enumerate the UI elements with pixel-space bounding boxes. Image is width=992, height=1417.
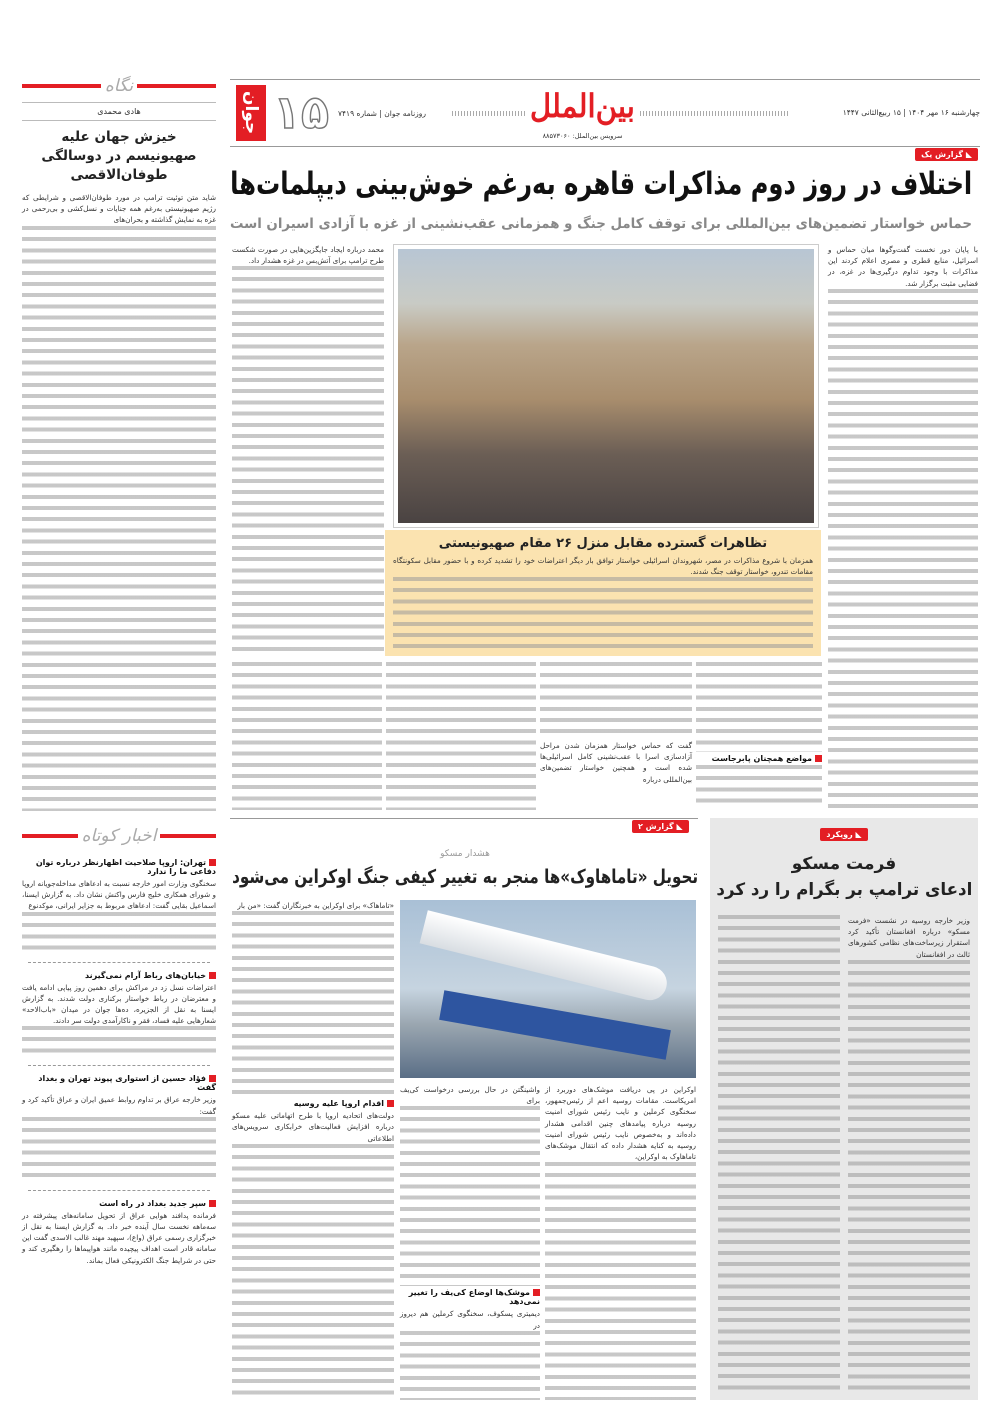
opinion-headline: خیزش جهان علیه صهیونیسم در دوسالگی طوفان‌الاقصی [41, 129, 197, 183]
article-column [232, 900, 394, 1400]
news-title: خیابان‌های رباط آرام نمی‌گیرند [22, 971, 216, 980]
section-label [820, 828, 867, 841]
news-text: وزیر خارجه عراق بر تداوم روابط عمیق ایران و عراق تأکید کرد و گفت: [22, 1095, 216, 1116]
news-text: فرمانده پدافند هوایی عراق از تحویل سامانه‌های پیشرفته در سه‌ماهه نخست سال آینده خبر داد. به گزارش ایسنا به نقل از خبرگزاری رسمی عراق (واع)، سپهبد مهند غالب الاسدی گفت این سامانه قادر است اهداف پیچیده مانند هواپیماها را رهگیری کند و حتی در شرایط جنگ الکترونیکی فعال بماند. [22, 1210, 216, 1265]
news-text: سخنگوی وزارت امور خارجه نسبت به ادعاهای مداخله‌جویانه اروپا و شورای همکاری خلیج فارس واکنش نشان داد. به گزارش ایسنا، اسماعیل بقایی گفت: ادعاهای مربوط به جزایر ایرانی، موکدنوع [22, 879, 216, 911]
article-text: «تاماهاک» برای اوکراین به خبرنگاران گفت: «من بار [237, 901, 394, 910]
opinion-section-title: نگاه [104, 76, 134, 96]
news-item [22, 856, 216, 956]
short-news-list [22, 856, 216, 1396]
main-subhead: حماس خواستار تضمین‌های بین‌المللی برای توقف کامل جنگ و همزمانی عقب‌نشینی از غزه با آزادی اسیران است [230, 216, 972, 232]
check-icon: ◣ [852, 830, 862, 839]
main-headline: اختلاف در روز دوم مذاکرات قاهره به‌رغم خوش‌بینی دیپلمات‌ها [230, 166, 972, 202]
check-icon: ◣ [673, 822, 683, 831]
article-column [400, 1084, 540, 1400]
short-news-title: اخبار کوتاه [81, 826, 157, 846]
missile-photo [400, 900, 696, 1078]
article-column [540, 662, 692, 810]
news-item [22, 969, 216, 1060]
article-column [696, 662, 822, 810]
section-logo: بین‌الملل [530, 87, 635, 125]
label-text: رویکرد [826, 830, 853, 839]
article-column [545, 1084, 696, 1400]
highlight-box [385, 530, 821, 656]
article-text: دولت‌های اتحادیه اروپا با طرح اتهاماتی علیه مسکو درباره افزایش فعالیت‌های خرابکاری سرویس‌های اطلاعاتی [232, 1111, 394, 1143]
opinion-text: شاید متن توئیت ترامپ در مورد طوفان‌الاقصی و شرایطی که رژیم صهیونیستی به‌رغم همه جنایات و نسل‌کشی و بی‌رحمی در غزه به نمایش گذاشته و بحران‌های [22, 193, 216, 225]
divider [137, 84, 216, 88]
section-label [632, 820, 689, 833]
subsection-title: اقدام اروپا علیه روسیه [232, 1099, 394, 1108]
article-text: گفت که حماس خواستار همزمان شدن مراحل آزادسازی اسرا با عقب‌نشینی کامل اسرائیلی‌ها شده است و همچنین خواستار تضمین‌های بین‌المللی درباره [540, 741, 692, 784]
news-text: اعتراضات نسل زد در مراکش برای دهمین روز پیاپی ادامه یافت و معترضان در رباط خواستار برکناری دولت شدند. به گزارش ایسنا به‌ نقل از الجزیره، ده‌ها جوان در میدان «باب‌الاحد» شعارهایی علیه فساد، فقر و ناکارآمدی دولت سر دادند. [22, 982, 216, 1026]
news-item [22, 1072, 216, 1183]
short-news-header [22, 826, 216, 846]
kicker: هشدار مسکو [440, 849, 490, 859]
article-text: دیمیتری پسکوف، سخنگوی کرملین هم دیروز در [400, 1309, 540, 1330]
service-phone: سرویس بین‌الملل: ۸۸۵۷۳۰۶۰ [542, 132, 623, 140]
news-title: تهران: اروپا صلاحیت اظهارنظر درباره توان دفاعی ما را ندارد [22, 858, 216, 876]
news-title: فؤاد حسین از استواری پیوند تهران و بغداد گفت [22, 1074, 216, 1092]
article-text: اوکراین در پی دریافت موشک‌های دوربرد از امریکاست. مقامات روسیه اعم از رئیس‌جمهور، سخنگوی کرملین و نایب رئیس شورای امنیت روسیه درباره پیامدهای چنین اقدامی هشدار داده‌اند و به‌خصوص نایب رئیس شورای امنیت روسیه به کنایه هشدار داده که انتقال موشک‌های تاماهاوک به اوکراین، [545, 1085, 696, 1162]
check-icon: ◣ [963, 150, 972, 159]
article-text: محمد درباره ایجاد جایگزین‌هایی در صورت شکست طرح ترامپ برای آتش‌بس در غزه هشدار داد. [232, 245, 384, 266]
article-text: واشینگتن در حال بررسی درخواست کی‌یف برای [400, 1085, 540, 1106]
brand-logo: جوان [236, 85, 266, 141]
section-label [915, 148, 978, 161]
paper-issue: روزنامه جوان | شماره ۷۴۱۹ [338, 109, 427, 118]
news-title: سپر جدید بغداد در راه است [22, 1199, 216, 1208]
article-column [828, 244, 978, 810]
subsection-title: مواضع همچنان پابرجاست [696, 754, 822, 763]
approach-box [710, 818, 978, 1400]
subsection-title: موشک‌ها اوضاع کی‌یف را تغییر نمی‌دهد [400, 1288, 540, 1306]
page-number: ۱۵ [272, 85, 330, 139]
article-text: با پایان دور نخست گفت‌وگوها میان حماس و اسرائیل، منابع قطری و مصری اعلام کردند این مذاکرات با وجود تداوم درگیری‌ها در غزه، در فضایی مثبت برگزار شد. [828, 245, 978, 288]
opinion-author: هادی محمدی [97, 107, 141, 116]
divider [22, 84, 101, 88]
box-title: تظاهرات گسترده مقابل منزل ۲۶ مقام صهیونیستی [438, 536, 768, 551]
label-text: گزارش یک [921, 150, 964, 159]
opinion-column [22, 76, 216, 811]
approach-headline: ادعای ترامپ بر بگرام را رد کرد [716, 880, 972, 900]
article-text: وزیر خارجه روسیه در نشست «فرمت مسکو» درباره افغانستان تأکید کرد استقرار زیرساخت‌های نظامی کشورهای ثالث در افغانستان [848, 916, 970, 959]
report2-headline: تحویل «تاماهاوک»‌ها منجر به تغییر کیفی جنگ اوکراین می‌شود [232, 866, 698, 888]
issue-date: چهارشنبه ۱۶ مهر ۱۴۰۴ | ۱۵ ربیع‌الثانی ۱۴۴۷ [842, 108, 980, 117]
gaza-photo [393, 244, 819, 528]
news-item [22, 1197, 216, 1266]
approach-headline: فرمت مسکو [791, 854, 897, 874]
label-text: گزارش ۲ [638, 822, 674, 831]
article-column [232, 244, 384, 656]
box-text: همزمان با شروع مذاکرات در مصر، شهروندان اسرائیلی خواستار توافق بار دیگر اعتراضات خود را تشدید کرده و با حضور مقابل سکونتگاه مقامات تندرو، خواستار توقف جنگ شدند. [393, 556, 813, 577]
